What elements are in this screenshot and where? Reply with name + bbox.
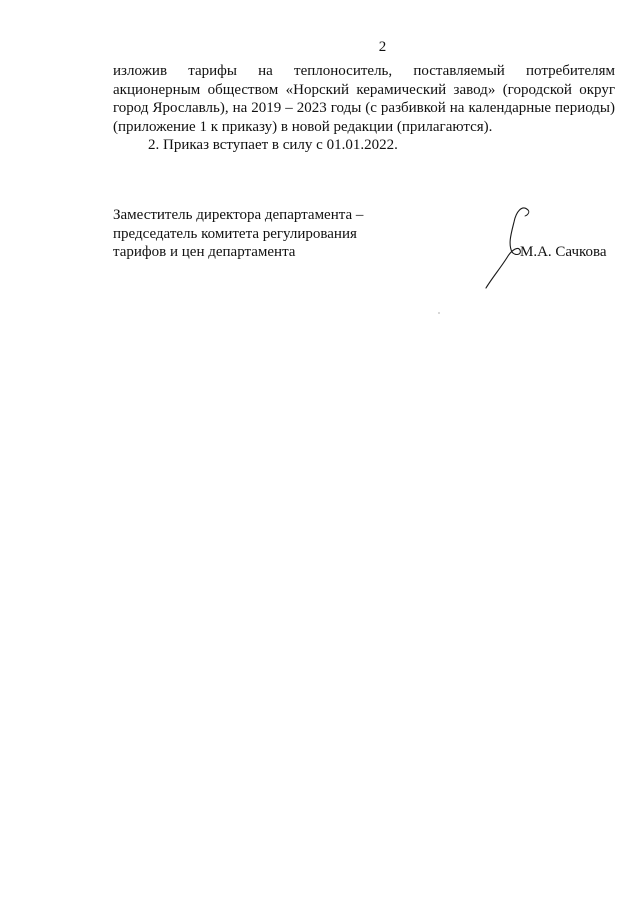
page-number: 2 (378, 39, 387, 55)
document-body (113, 62, 615, 155)
position-line-3: тарифов и цен департамента (113, 244, 296, 260)
scan-speck (438, 312, 440, 314)
signer-name: М.А. Сачкова (520, 244, 607, 260)
position-line-1: Заместитель директора департамента – (113, 207, 364, 223)
position-line-2: председатель комитета регулирования (113, 225, 357, 242)
paragraph-tariff-amendment: изложив тарифы на теплоноситель, поставляемый потребителям акционерным обществом «Норский керамический завод» (городской округ город Ярославль), на 2019 – 2023 годы (с разбивкой на календарные периоды) (приложение 1 к приказу) в новой редакции (прилагаются). (113, 63, 615, 135)
paragraph-effective-date: 2. Приказ вступает в силу с 01.01.2022. (148, 137, 398, 153)
signatory-position (113, 206, 413, 262)
